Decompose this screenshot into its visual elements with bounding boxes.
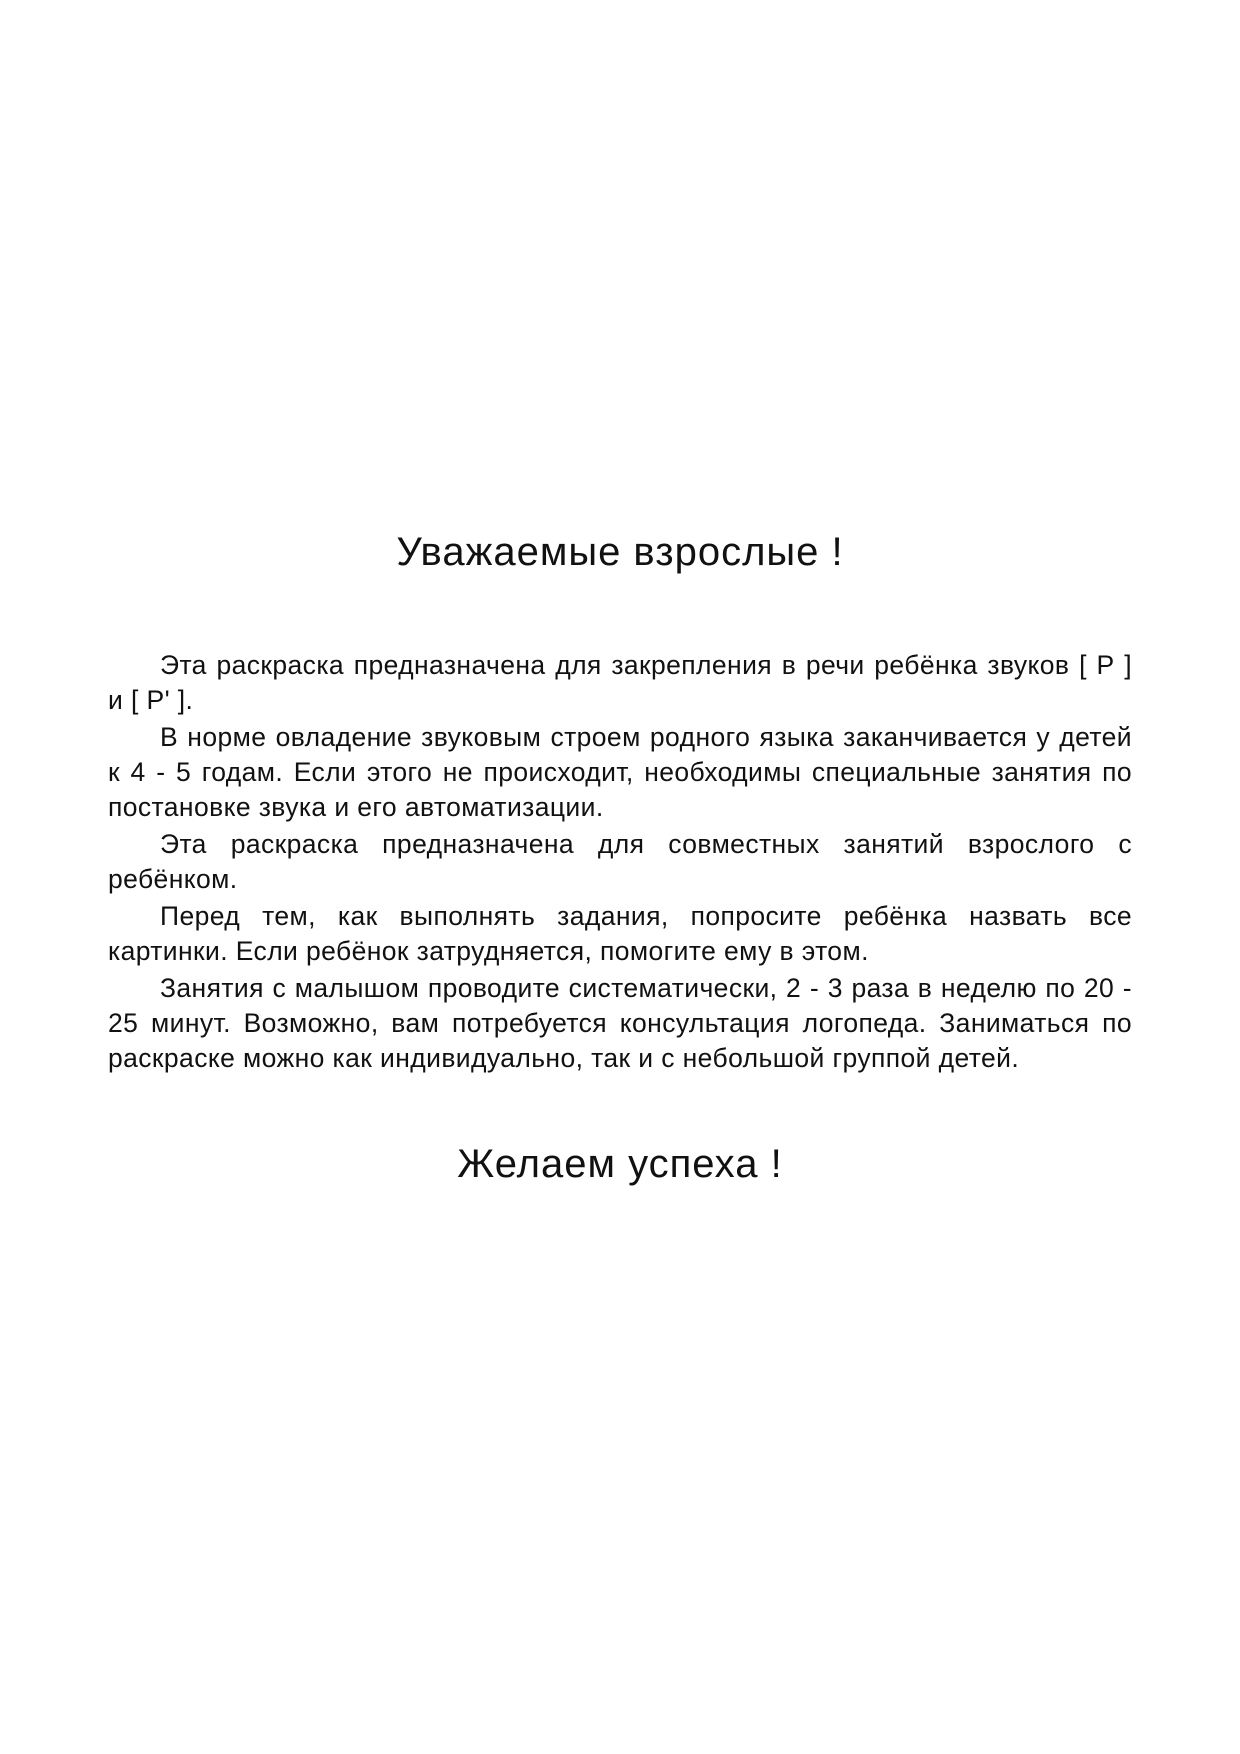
paragraph-purpose: Эта раскраска предназначена для закрепления в речи ребёнка звуков [ Р ] и [ Р' ].: [108, 650, 1132, 715]
paragraph-instructions: Перед тем, как выполнять задания, попросите ребёнка назвать все картинки. Если ребёнок затрудняется, помогите ему в этом.: [108, 901, 1132, 966]
closing-wish: Желаем успеха !: [457, 1142, 783, 1186]
body-text: [108, 648, 1132, 1078]
paragraph-joint-work: Эта раскраска предназначена для совместных занятий взрослого с ребёнком.: [108, 829, 1132, 894]
page-title: Уважаемые взрослые !: [396, 530, 844, 574]
paragraph-schedule: Занятия с малышом проводите систематически, 2 - 3 раза в неделю по 20 - 25 минут. Возможно, вам потребуется консультация логопеда. Заниматься по раскраске можно как индивидуально, так и с небольшой группой детей.: [108, 973, 1132, 1073]
paragraph-norm: В норме овладение звуковым строем родного языка заканчивается у детей к 4 - 5 годам. Если этого не происходит, необходимы специальные занятия по постановке звука и его автоматизации.: [108, 722, 1132, 822]
